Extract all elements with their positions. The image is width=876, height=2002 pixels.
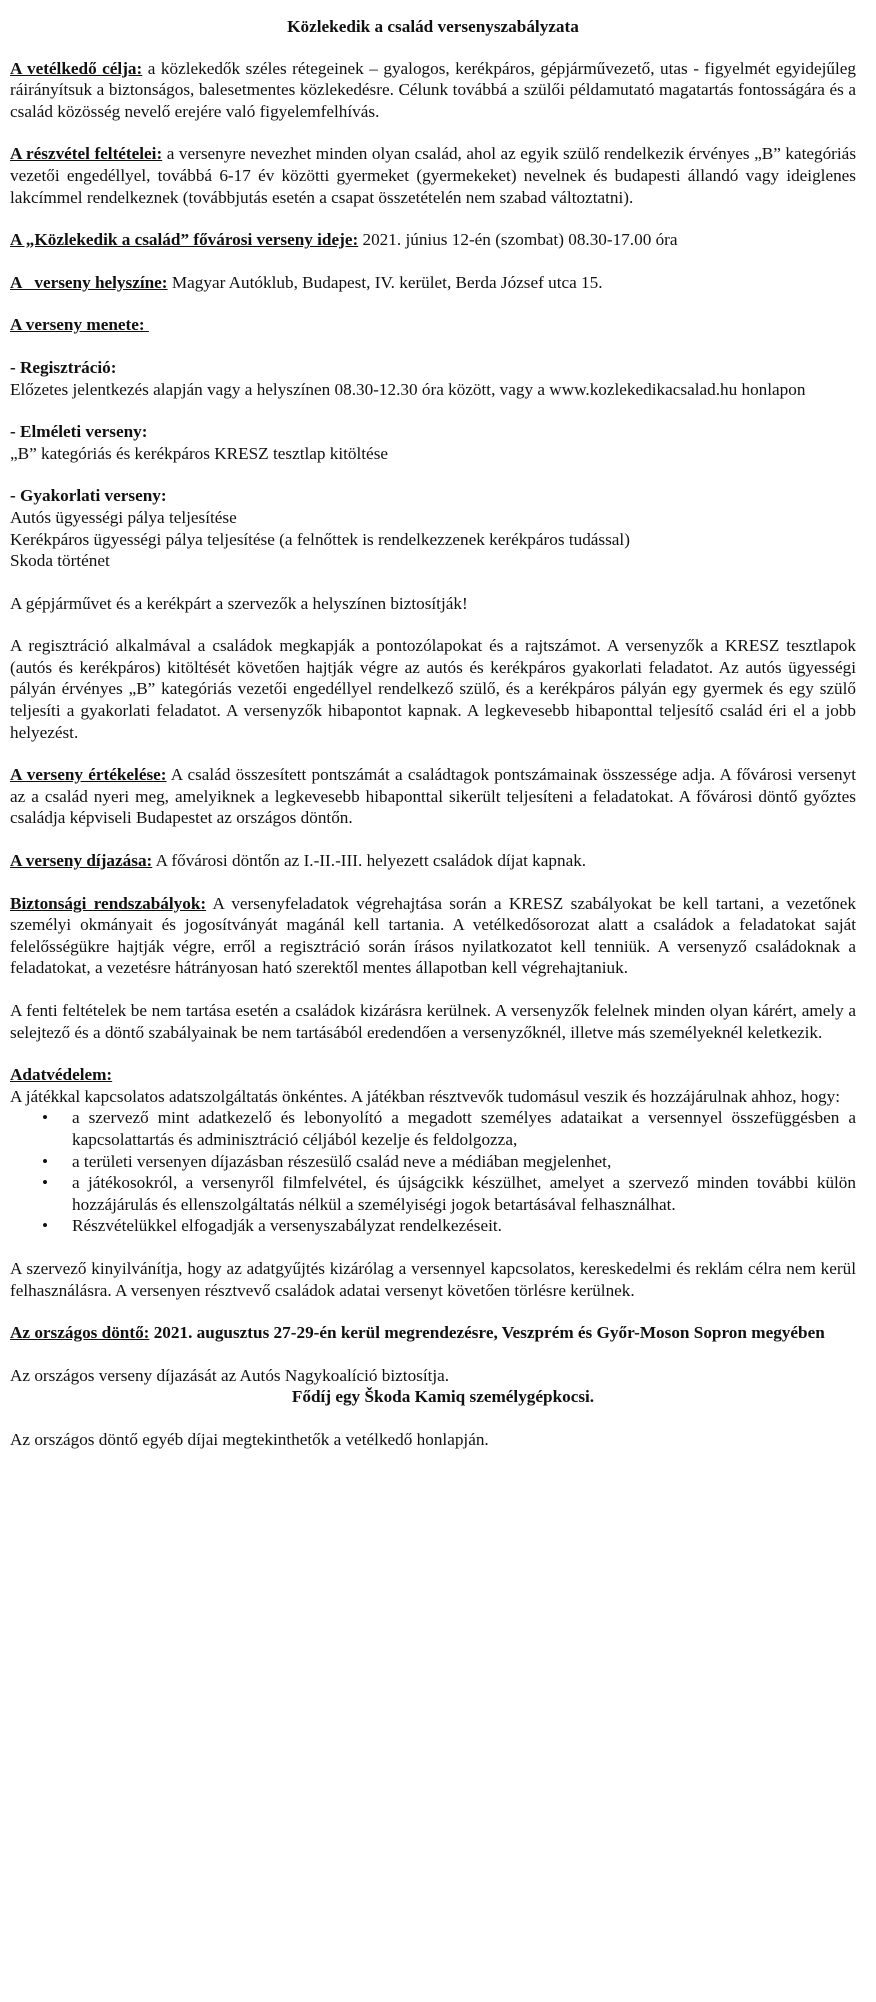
theory-paragraph [10, 421, 856, 464]
privacy-section [10, 1064, 856, 1107]
venue-paragraph [10, 272, 856, 294]
national-prize-paragraph [10, 1365, 856, 1408]
process-heading [10, 314, 856, 336]
registration-text: Előzetes jelentkezés alapján vagy a helyszínen 08.30-12.30 óra között, vagy a www.kozlekedikacsalad.hu honlapon [10, 379, 806, 399]
theory-label: - Elméleti verseny: [10, 422, 148, 442]
privacy-item-text: a területi versenyen díjazásban részesülő család neve a médiában megjelenhet, [72, 1151, 612, 1171]
other-prizes-paragraph: Az országos döntő egyéb díjai megtekinthetők a vetélkedő honlapján. [10, 1429, 489, 1449]
prizes-label: A verseny díjazása: [10, 851, 153, 871]
document-title: Közlekedik a család versenyszabályzata [287, 17, 579, 36]
goal-label: A vetélkedő célja: [10, 58, 143, 78]
theory-text: „B” kategóriás és kerékpáros KRESZ tesztlap kitöltése [10, 443, 389, 463]
bullet-icon: • [42, 1173, 49, 1193]
national-text: 2021. augusztus 27-29-én kerül megrendezésre, Veszprém és Győr-Moson Sopron megyében [149, 1323, 825, 1343]
conditions-text: a versenyre nevezhet minden olyan család, ahol az egyik szülő rendelkezik érvényes „B” kategóriás vezetői engedéllyel, továbbá 6-17 év közötti gyermeket (gyermekeket) nevelnek és budapesti állandó vagy ideiglenes lakcímmel rendelkeznek (továbbjutás esetén a csapat összetételén nem szabad változtatni). [10, 144, 857, 207]
prizes-text: A fővárosi döntőn az I.-II.-III. helyezett családok díjat kapnak. [152, 851, 587, 871]
practice-paragraph [10, 485, 856, 571]
date-label: A „Közlekedik a család” fővárosi verseny ideje: [10, 230, 359, 250]
national-prize-line: Az országos verseny díjazását az Autós Nagykoalíció biztosítja. [10, 1365, 450, 1385]
privacy-item-text: Részvételükkel elfogadják a versenyszabályzat rendelkezéseit. [72, 1216, 502, 1236]
privacy-list-item [42, 1107, 856, 1150]
exclusion-paragraph: A fenti feltételek be nem tartása esetén a családok kizárásra kerülnek. A versenyzők felelnek minden olyan kárért, amely a selejtező és a döntő szabályainak be nem tartásából eredendően a versenyzőknél, illetve más személyeknél keletkezik. [10, 1001, 856, 1042]
privacy-list-item [42, 1172, 856, 1215]
privacy-list [10, 1107, 856, 1237]
evaluation-paragraph [10, 764, 856, 829]
bullet-icon: • [42, 1108, 49, 1128]
declaration-paragraph: A szervező kinyilvánítja, hogy az adatgyűjtés kizárólag a versennyel kapcsolatos, kereskedelmi és reklám célra nem kerül felhasználásra. A versenyen résztvevő családok adatai versenyt követően törlésre kerülnek. [10, 1258, 856, 1300]
date-paragraph [10, 229, 856, 251]
practice-line-bike: Kerékpáros ügyességi pálya teljesítése (a felnőttek is rendelkezzenek kerékpáros tudással) [10, 529, 630, 549]
practice-line-car: Autós ügyességi pálya teljesítése [10, 507, 237, 527]
date-text: 2021. június 12-én (szombat) 08.30-17.00 óra [358, 230, 678, 250]
privacy-list-item [42, 1215, 856, 1237]
evaluation-text: A család összesített pontszámát a családtagok pontszámainak összessége adja. A fővárosi versenyt az a család nyeri meg, amelyiknek a legkevesebb hibaponttal sikerült teljesíteni a feladatokat. A fővárosi döntő győztes családja képviseli Budapestet az országos döntőn. [10, 765, 856, 828]
safety-text: A versenyfeladatok végrehajtása során a KRESZ szabályokat be kell tartani, a vezetőnek személyi okmányait és jogosítványát magánál kell tartania. A vetélkedősorozat alatt a családok a feladatokat saját felelősségükre hajtják végre, erről a regisztráció során írásos nyilatkozatot kell tenniük. A versenyző családoknak a feladatokat, a vezetésre hátrányosan ható szerektől mentes állapotban kell végrehajtaniuk. [10, 893, 856, 978]
venue-text: Magyar Autóklub, Budapest, IV. kerület, Berda József utca 15. [167, 272, 603, 292]
grand-prize-line: Fődíj egy Škoda Kamiq személygépkocsi. [291, 1387, 595, 1407]
privacy-item-text: a játékosokról, a versenyről filmfelvétel, és újságcikk készülhet, amelyet a szervező minden további külön hozzájárulás és ellenszolgáltatás nélkül a személyiségi jogok betartásával felhasználhat. [72, 1173, 856, 1214]
evaluation-label: A verseny értékelése: [10, 765, 167, 785]
national-paragraph [10, 1322, 856, 1344]
national-label: Az országos döntő: [10, 1323, 150, 1343]
safety-label: Biztonsági rendszabályok: [10, 893, 207, 913]
bullet-icon: • [42, 1151, 49, 1171]
prizes-paragraph [10, 850, 856, 872]
registration-paragraph [10, 357, 856, 400]
privacy-item-text: a szervező mint adatkezelő és lebonyolító a megadott személyes adataikat a versennyel összefüggésben a kapcsolattartás és adminisztráció céljából kezelje és feldolgozza, [72, 1108, 856, 1149]
practice-line-skoda: Skoda történet [10, 551, 110, 571]
goal-text: a közlekedők széles rétegeinek – gyalogos, kerékpáros, gépjárművezető, utas - figyelmét egyidejűleg ráirányítsuk a biztonságos, balesetmentes közlekedésre. Célunk továbbá a szülői példamutató magatartás fontosságára és a család közösség nevelő erejére való figyelemfelhívás. [10, 58, 856, 121]
privacy-label: Adatvédelem: [10, 1065, 113, 1085]
venue-label: A verseny helyszíne: [10, 272, 168, 292]
conditions-label: A részvétel feltételei: [10, 144, 163, 164]
privacy-intro: A játékkal kapcsolatos adatszolgáltatás önkéntes. A játékban résztvevők tudomásul veszik és hozzájárulnak ahhoz, hogy: [10, 1086, 840, 1106]
process-label: A verseny menete: [10, 315, 149, 335]
registration-detail-paragraph: A regisztráció alkalmával a családok megkapják a pontozólapokat és a rajtszámot. A versenyzők a KRESZ tesztlapok (autós és kerékpáros) kitöltését követően hajtják végre az autós és kerékpáros gyakorlati feladatot. Az autós ügyességi pályán érvényes „B” kategóriás vezetői engedéllyel rendelkező szülő, és a kerékpáros pályán egy gyermek és egy szülő teljesíti a gyakorlati feladatot. A versenyzők hibapontot kapnak. A legkevesebb hibaponttal teljesítő család éri el a jobb helyezést. [10, 636, 856, 742]
safety-paragraph [10, 893, 856, 979]
bullet-icon: • [42, 1216, 49, 1236]
privacy-list-item [42, 1151, 856, 1173]
provided-paragraph: A gépjárművet és a kerékpárt a szervezők a helyszínen biztosítják! [10, 593, 468, 613]
goal-paragraph [10, 58, 856, 123]
document-page [10, 16, 856, 1472]
practice-label: - Gyakorlati verseny: [10, 486, 167, 506]
registration-label: - Regisztráció: [10, 357, 117, 377]
conditions-paragraph [10, 143, 856, 208]
